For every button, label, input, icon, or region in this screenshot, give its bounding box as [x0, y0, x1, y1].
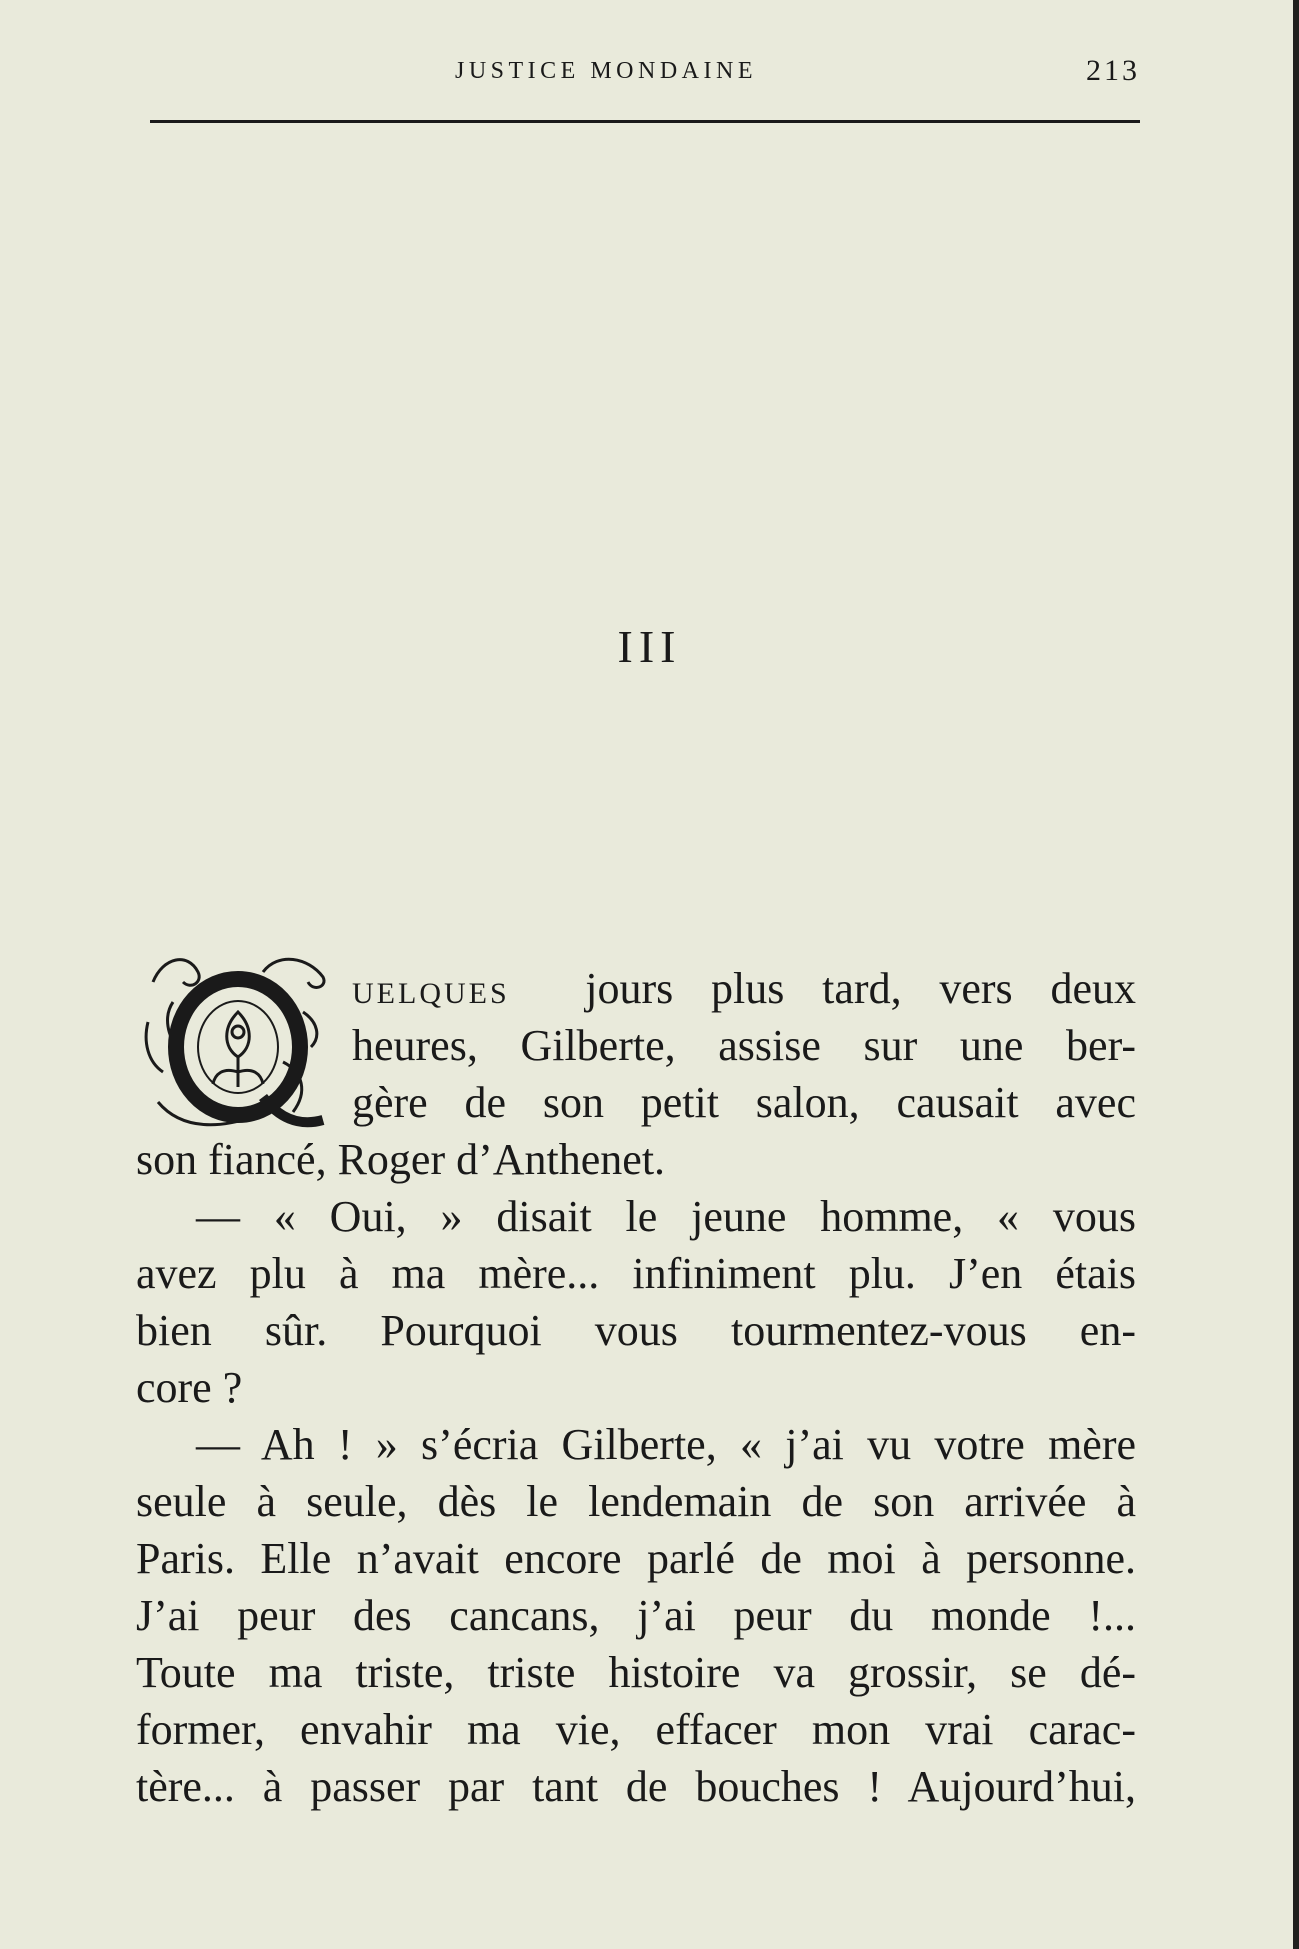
text-line-13: Toute ma triste, triste histoire va grossir, se dé-: [136, 1648, 1136, 1697]
header-rule: [150, 120, 1140, 123]
small-caps-first-word: UELQUES: [352, 977, 510, 1010]
line-text: jours plus tard, vers deux: [585, 964, 1137, 1013]
text-line-7: bien sûr. Pourquoi vous tourmentez-vous en-: [136, 1306, 1136, 1355]
text-line-9: — Ah ! » s’écria Gilberte, « j’ai vu votre mère: [196, 1420, 1136, 1469]
text-line-4: son fiancé, Roger d’Anthenet.: [136, 1135, 666, 1184]
chapter-number: III: [617, 621, 682, 672]
text-line-11: Paris. Elle n’avait encore parlé de moi à personne.: [136, 1534, 1136, 1583]
page-edge-shadow: [1293, 0, 1299, 1949]
text-line-3: gère de son petit salon, causait avec: [352, 1078, 1136, 1127]
page-number: 213: [1086, 54, 1140, 87]
text-line-12: J’ai peur des cancans, j’ai peur du monde !...: [136, 1591, 1136, 1640]
text-line-5: — « Oui, » disait le jeune homme, « vous: [196, 1192, 1136, 1241]
text-line-2: heures, Gilberte, assise sur une ber-: [352, 1021, 1136, 1070]
text-line-8: core ?: [136, 1363, 243, 1412]
text-line-15: tère... à passer par tant de bouches ! Aujourd’hui,: [136, 1762, 1136, 1811]
text-line-10: seule à seule, dès le lendemain de son arrivée à: [136, 1477, 1136, 1526]
running-head: [150, 52, 1140, 92]
text-line-14: former, envahir ma vie, effacer mon vrai carac-: [136, 1705, 1136, 1754]
text-line-6: avez plu à ma mère... infiniment plu. J’en étais: [136, 1249, 1136, 1298]
running-title: JUSTICE MONDAINE: [455, 58, 757, 84]
body-text: [136, 960, 1136, 1815]
text-line-1: [352, 960, 1136, 1017]
